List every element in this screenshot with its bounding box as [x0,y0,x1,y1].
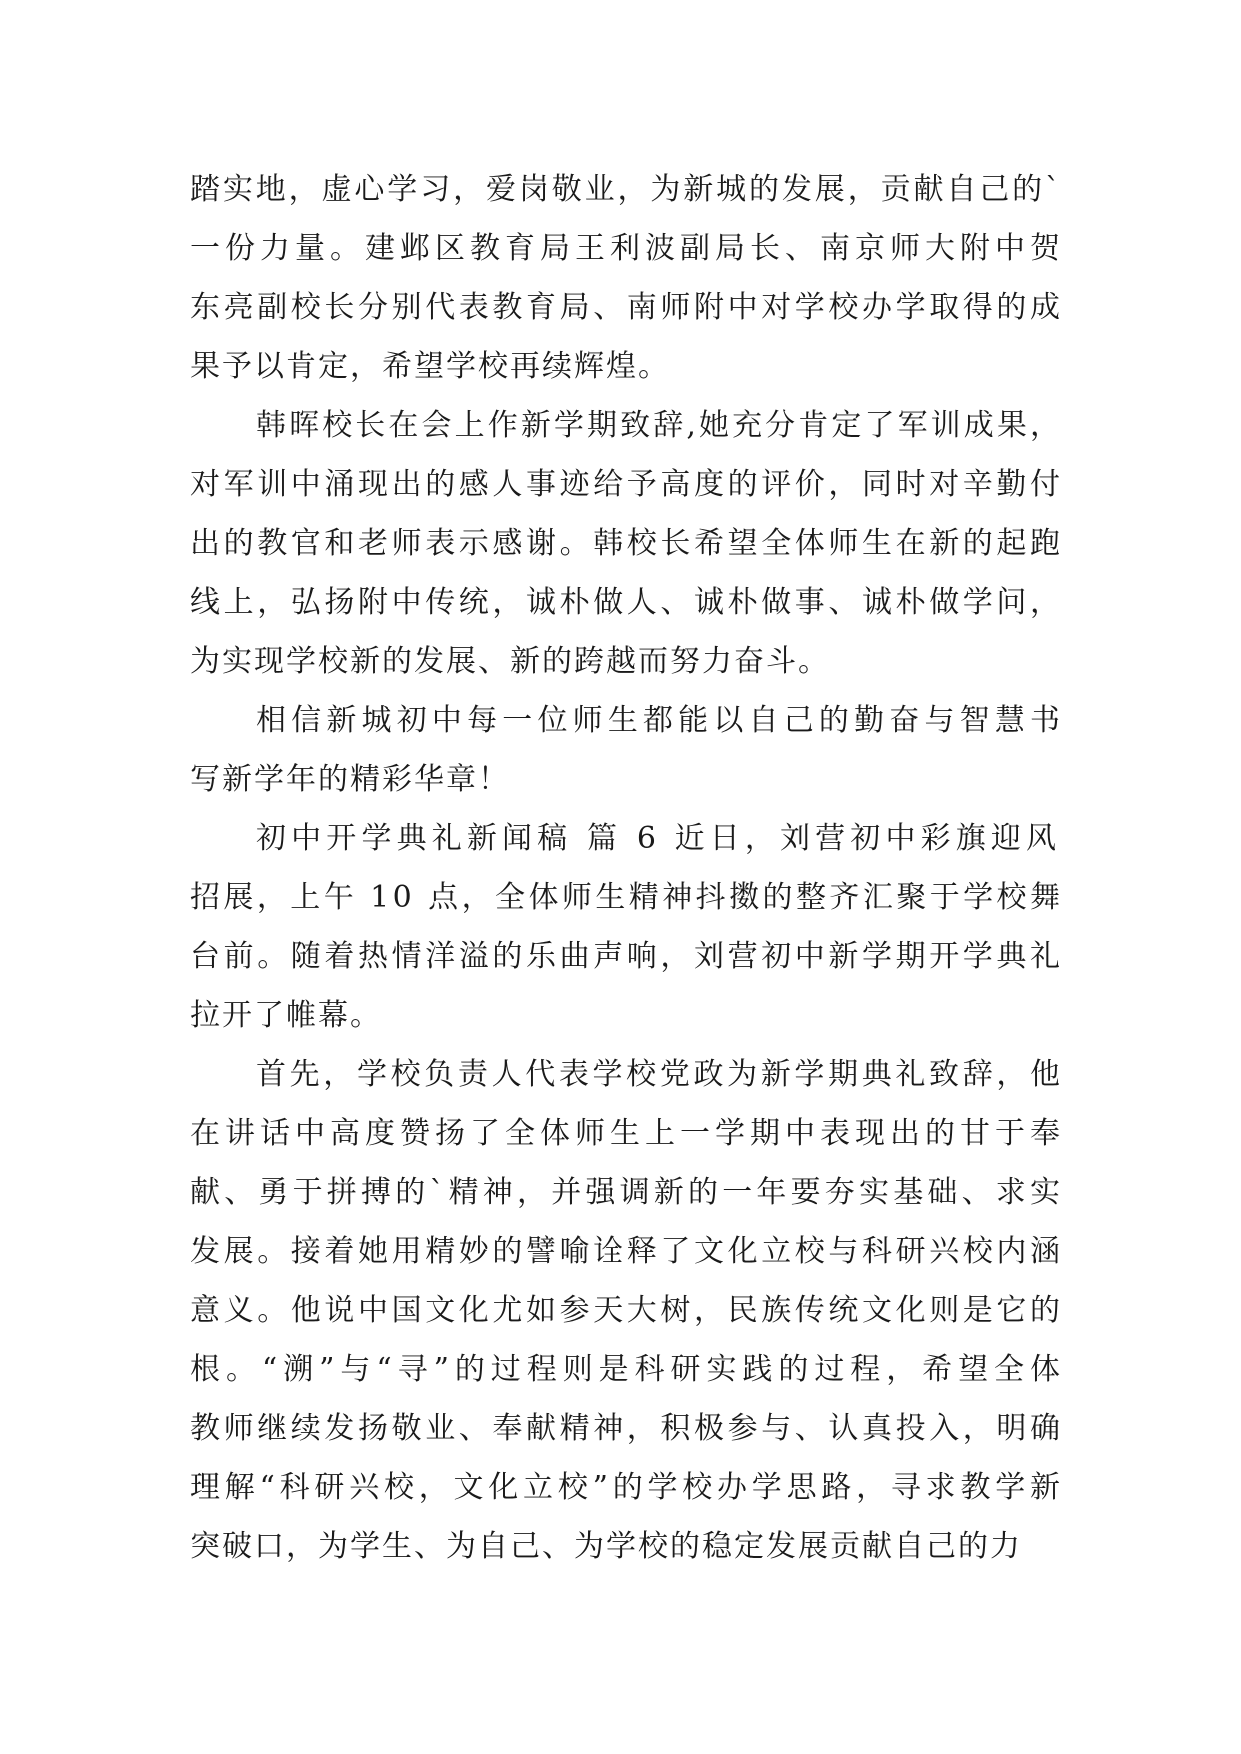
text-line: 出的教官和老师表示感谢。韩校长希望全体师生在新的起跑 [190,526,1064,561]
text-line: 根。“溯”与“寻”的过程则是科研实践的过程，希望全体 [190,1352,1066,1387]
paragraph [190,396,1064,691]
text-line: 为实现学校新的发展、新的跨越而努力奋斗。 [190,644,830,679]
text-line: 韩晖校长在会上作新学期致辞,她充分肯定了军训成果， [256,408,1064,443]
paragraph [190,160,1065,396]
text-line: 意义。他说中国文化尤如参天大树，民族传统文化则是它的 [190,1293,1064,1328]
text-line: 台前。随着热情洋溢的乐曲声响，刘营初中新学期开学典礼 [190,939,1064,974]
text-line: 初中开学典礼新闻稿 篇 6 近日，刘营初中彩旗迎风 [256,821,1060,856]
text-line: 招展，上午 10 点，全体师生精神抖擞的整齐汇聚于学校舞 [190,880,1064,915]
text-line: 写新学年的精彩华章！ [190,762,510,797]
text-line: 相信新城初中每一位师生都能以自己的勤奋与智慧书 [256,703,1066,738]
text-line: 在讲话中高度赞扬了全体师生上一学期中表现出的甘于奉 [190,1116,1065,1151]
document-body [190,160,1066,1576]
text-line: 首先，学校负责人代表学校党政为新学期典礼致辞，他 [256,1057,1064,1092]
text-line: 果予以肯定，希望学校再续辉煌。 [190,349,670,384]
text-line: 理解“科研兴校，文化立校”的学校办学思路，寻求教学新 [190,1470,1065,1505]
text-line: 教师继续发扬敬业、奉献精神，积极参与、认真投入，明确 [190,1411,1064,1446]
text-line: 一份力量。建邺区教育局王利波副局长、南京师大附中贺 [190,231,1065,266]
text-line: 对军训中涌现出的感人事迹给予高度的评价，同时对辛勤付 [190,467,1064,502]
paragraph [190,809,1064,1045]
text-line: 拉开了帷幕。 [190,998,382,1033]
text-line: 东亮副校长分别代表教育局、南师附中对学校办学取得的成 [190,290,1064,325]
text-line: 发展。接着她用精妙的譬喻诠释了文化立校与科研兴校内涵 [190,1234,1064,1269]
paragraph [190,691,1066,809]
text-line: 献、勇于拼搏的`精神，并强调新的一年要夯实基础、求实 [190,1175,1065,1210]
paragraph [190,1045,1066,1576]
text-line: 踏实地，虚心学习，爱岗敬业，为新城的发展，贡献自己的` [190,172,1063,207]
text-line: 线上，弘扬附中传统，诚朴做人、诚朴做事、诚朴做学问， [190,585,1064,620]
text-line: 突破口，为学生、为自己、为学校的稳定发展贡献自己的力 [190,1529,1022,1564]
